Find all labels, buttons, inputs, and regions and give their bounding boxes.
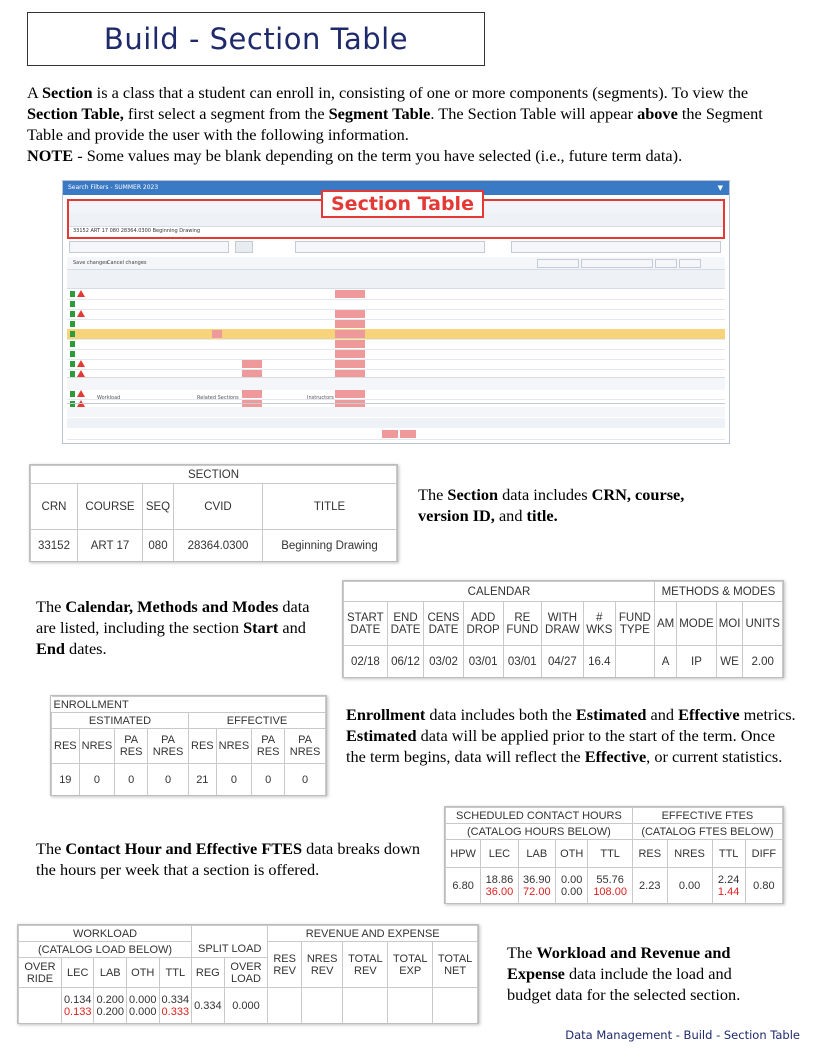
cal-col-end: END DATE: [387, 602, 424, 646]
cal-col-units: UNITS: [743, 602, 783, 646]
ch-hpw-value: 6.80: [446, 868, 481, 904]
enr-est-pares-value: 0: [115, 764, 148, 796]
search-filters-title: Search Filters - SUMMER 2023: [68, 184, 159, 191]
enr-eff-pares-value: 0: [252, 764, 285, 796]
effective-group-header: EFFECTIVE: [189, 713, 326, 729]
note-label: NOTE: [27, 146, 74, 165]
cal-am-value: A: [654, 646, 676, 678]
enr-col-eff-res: RES: [189, 729, 217, 764]
sch-sub-header: (CATALOG HOURS BELOW): [446, 824, 633, 840]
page-title-box: [27, 12, 485, 66]
wl-col-oth: OTH: [127, 958, 160, 988]
intro-paragraph: A Section is a class that a student can enroll in, consisting of one or more components (segments). To view the Section Table, first select a segment from the Segment Table. The Section Table will appear above the Segment Table and provide the user with the following information.: [27, 83, 763, 144]
cal-col-start: START DATE: [344, 602, 388, 646]
tab-related-sections[interactable]: Related Sections: [197, 395, 239, 401]
workload-description: The Workload and Revenue and Expense data include the load and budget data for the selected section.: [507, 943, 741, 1004]
tab-workload[interactable]: Workload: [97, 395, 121, 401]
contact-header-row: [446, 840, 783, 868]
wl-oth-value: 0.000: [129, 993, 157, 1006]
screenshot-filter-input[interactable]: [69, 241, 229, 253]
note-text: - Some values may be blank depending on the term you have selected (i.e., future term data).: [73, 146, 683, 165]
ftes-nres-value: 0.00: [667, 868, 712, 904]
enrollment-crop: [50, 695, 327, 796]
ch-lec-catalog: 36.00: [485, 885, 514, 898]
segment-header-row: [67, 270, 725, 289]
ch-oth-value: 0.00: [560, 873, 583, 886]
screenshot-filter-button[interactable]: [235, 241, 253, 253]
split-reg-value: 0.334: [192, 988, 225, 1024]
wl-col-lab: LAB: [94, 958, 127, 988]
ftes-res-value: 2.23: [632, 868, 667, 904]
calendar-header-row: [344, 602, 783, 646]
ch-col-oth: OTH: [555, 840, 587, 868]
wl-lec-value: 0.134: [63, 993, 92, 1006]
workload-toolbar: [67, 407, 725, 417]
ch-oth-catalog: 0.00: [560, 885, 583, 898]
pagination-bar[interactable]: [67, 377, 725, 390]
ftes-group-header: EFFECTIVE FTES: [632, 808, 782, 824]
cal-col-withdraw: WITH DRAW: [541, 602, 583, 646]
wl-lab-catalog: 0.200: [96, 1005, 124, 1018]
screenshot-filter-input-3[interactable]: [511, 241, 721, 253]
cal-withdraw-value: 04/27: [541, 646, 583, 678]
rev-col-res: RES REV: [268, 942, 302, 988]
section-col-cvid: CVID: [174, 484, 263, 530]
enrollment-header-row: [52, 729, 326, 764]
ftes-col-ttl: TTL: [712, 840, 745, 868]
tabs-bar: [67, 393, 725, 404]
wl-col-lec: LEC: [61, 958, 94, 988]
intro-text: [27, 82, 797, 166]
workload-group-header: WORKLOAD: [19, 926, 192, 942]
ftes-sub-header: (CATALOG FTES BELOW): [632, 824, 782, 840]
section-crn-value: 33152: [31, 530, 78, 562]
section-title-value: Beginning Drawing: [263, 530, 397, 562]
workload-sub-header: (CATALOG LOAD BELOW): [19, 942, 192, 958]
contact-value-row: [446, 868, 783, 904]
rev-col-total-net: TOTAL NET: [433, 942, 478, 988]
enr-col-est-res: RES: [52, 729, 80, 764]
section-table-screenshot: [62, 180, 730, 444]
split-overload-value: 0.000: [224, 988, 268, 1024]
cal-end-value: 06/12: [387, 646, 424, 678]
rev-col-total-exp: TOTAL EXP: [388, 942, 433, 988]
ftes-ttl-value: 2.24: [717, 873, 740, 886]
tab-instructors[interactable]: Instructors: [307, 395, 334, 401]
ftes-col-diff: DIFF: [745, 840, 782, 868]
section-description: The Section data includes CRN, course, version ID, and title.: [418, 485, 685, 525]
cal-fundtype-value: [615, 646, 654, 678]
section-col-title: TITLE: [263, 484, 397, 530]
cal-col-refund: RE FUND: [503, 602, 541, 646]
cal-col-mode: MODE: [677, 602, 717, 646]
methods-group-header: METHODS & MODES: [654, 582, 782, 602]
ch-ttl-value: 55.76: [596, 873, 624, 886]
enr-est-res-value: 19: [52, 764, 80, 796]
enr-col-est-nres: NRES: [79, 729, 115, 764]
ch-lab-value: 36.90: [523, 873, 551, 886]
calendar-crop: [342, 580, 784, 678]
ftes-diff-value: 0.80: [745, 868, 782, 904]
cal-units-value: 2.00: [743, 646, 783, 678]
enrollment-group-header: ENROLLMENT: [52, 697, 326, 713]
wl-ttl-value: 0.334: [161, 993, 190, 1006]
ch-col-lec: LEC: [481, 840, 518, 868]
wl-col-override: OVER RIDE: [19, 958, 62, 988]
wl-lab-value: 0.200: [96, 993, 124, 1006]
screenshot-filter-input-2[interactable]: [295, 241, 485, 253]
calendar-value-row: [344, 646, 783, 678]
wl-oth-catalog: 0.000: [129, 1005, 157, 1018]
workload-value-row: [19, 988, 478, 1024]
segment-toolbar: [67, 257, 725, 270]
cal-adddrop-value: 03/01: [463, 646, 503, 678]
cal-moi-value: WE: [716, 646, 743, 678]
enr-col-est-pares: PA RES: [115, 729, 148, 764]
wl-col-ttl: TTL: [159, 958, 192, 988]
section-col-seq: SEQ: [143, 484, 174, 530]
cal-mode-value: IP: [677, 646, 717, 678]
ftes-ttl-catalog: 1.44: [717, 885, 740, 898]
wl-ttl-catalog: 0.333: [161, 1005, 190, 1018]
calendar-description: The Calendar, Methods and Modes data are listed, including the section Start and End dates.: [36, 597, 310, 658]
ch-ttl-catalog: 108.00: [593, 885, 627, 898]
contact-hours-crop: [444, 806, 784, 904]
section-group-header: SECTION: [31, 466, 397, 484]
page-title: Build - Section Table: [103, 22, 409, 56]
ftes-col-nres: NRES: [667, 840, 712, 868]
section-table-label: Section Table: [321, 190, 484, 218]
ch-col-ttl: TTL: [588, 840, 632, 868]
split-load-header: SPLIT LOAD: [192, 942, 268, 958]
page-footer: Data Management - Build - Section Table: [565, 1028, 800, 1042]
enr-col-eff-panres: PA NRES: [285, 729, 326, 764]
enr-eff-panres-value: 0: [285, 764, 326, 796]
enrollment-description: Enrollment data includes both the Estimated and Effective metrics. Estimated data will be applied prior to the start of the term. Once the term begins, data will reflect the Effective, or current statistics.: [346, 705, 796, 766]
enr-est-panres-value: 0: [148, 764, 189, 796]
section-col-course: COURSE: [78, 484, 143, 530]
ch-lec-value: 18.86: [485, 873, 514, 886]
note-paragraph: [27, 145, 797, 166]
enr-est-nres-value: 0: [79, 764, 115, 796]
cal-col-fundtype: FUND TYPE: [615, 602, 654, 646]
ftes-col-res: RES: [632, 840, 667, 868]
estimated-group-header: ESTIMATED: [52, 713, 189, 729]
contact-description: The Contact Hour and Effective FTES data breaks down the hours per week that a section is offered.: [36, 839, 421, 879]
split-col-overload: OVER LOAD: [224, 958, 268, 988]
cal-col-moi: MOI: [716, 602, 743, 646]
cal-col-wks: # WKS: [583, 602, 615, 646]
workload-crop: [17, 924, 479, 1024]
workload-row: [67, 429, 725, 440]
cal-col-cens: CENS DATE: [424, 602, 463, 646]
cal-cens-value: 03/02: [424, 646, 463, 678]
rev-col-nres: NRES REV: [301, 942, 342, 988]
section-crop: [29, 464, 398, 562]
cal-start-value: 02/18: [344, 646, 388, 678]
section-seq-value: 080: [143, 530, 174, 562]
revenue-group-header: REVENUE AND EXPENSE: [268, 926, 478, 942]
enr-eff-nres-value: 0: [216, 764, 252, 796]
calendar-group-header: CALENDAR: [344, 582, 655, 602]
screenshot-section-row: 33152 ART 17 080 28364.0300 Beginning Drawing: [73, 228, 201, 234]
enr-col-eff-nres: NRES: [216, 729, 252, 764]
chevron-down-icon[interactable]: ▼: [717, 184, 723, 192]
cal-wks-value: 16.4: [583, 646, 615, 678]
section-col-crn: CRN: [31, 484, 78, 530]
rev-col-total-rev: TOTAL REV: [343, 942, 388, 988]
ch-lab-catalog: 72.00: [523, 885, 551, 898]
cal-refund-value: 03/01: [503, 646, 541, 678]
cal-col-am: AM: [654, 602, 676, 646]
screenshot-save-changes[interactable]: Save changes: [73, 260, 108, 266]
cal-col-adddrop: ADD DROP: [463, 602, 503, 646]
section-cvid-value: 28364.0300: [174, 530, 263, 562]
sch-group-header: SCHEDULED CONTACT HOURS: [446, 808, 633, 824]
wl-lec-catalog: 0.133: [63, 1005, 92, 1018]
enr-col-eff-pares: PA RES: [252, 729, 285, 764]
split-col-reg: REG: [192, 958, 225, 988]
workload-header: [67, 418, 725, 428]
screenshot-cancel-changes[interactable]: Cancel changes: [107, 260, 147, 266]
section-course-value: ART 17: [78, 530, 143, 562]
enr-col-est-panres: PA NRES: [148, 729, 189, 764]
enr-eff-res-value: 21: [189, 764, 217, 796]
ch-col-hpw: HPW: [446, 840, 481, 868]
enrollment-value-row: [52, 764, 326, 796]
ch-col-lab: LAB: [518, 840, 555, 868]
